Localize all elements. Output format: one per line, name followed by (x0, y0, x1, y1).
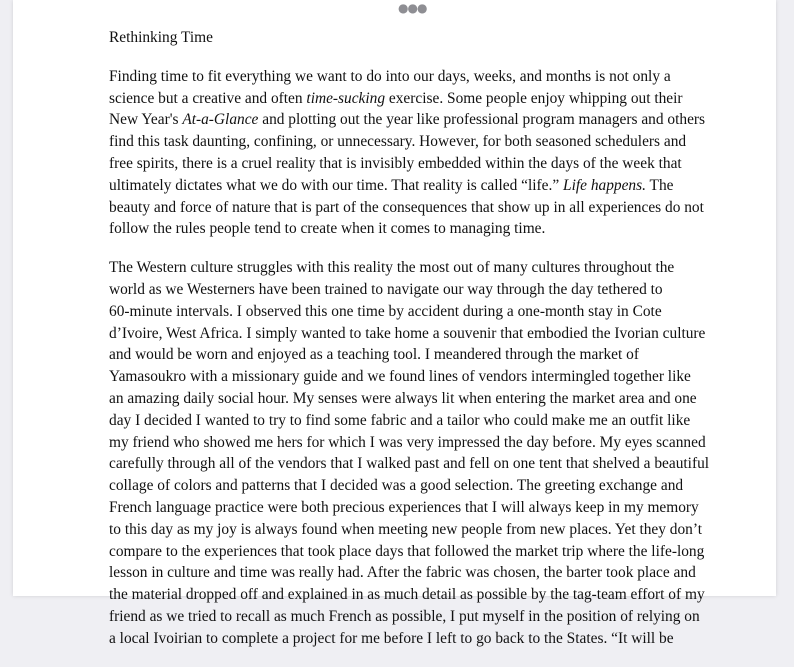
text-segment: science but a creative and often (109, 89, 307, 107)
text-line: the material dropped off and explained in as much detail as possible by the tag-team effort of my (109, 586, 705, 604)
text-line (109, 88, 709, 110)
text-line: my friend who showed me hers for which I was very impressed the day before. My eyes scanned (109, 433, 706, 451)
italic-text: time-sucking (306, 89, 386, 107)
paragraph (109, 257, 709, 649)
text-line: carefully through all of the vendors that I walked past and fell on one tent that shelved a beautiful (109, 455, 710, 473)
text-line: collage of colors and patterns that I decided was a good selection. The greeting exchange and (109, 477, 684, 495)
text-segment: exercise. Some people enjoy whipping out their (385, 89, 683, 107)
text-line: follow the rules people tend to create when it comes to managing time. (109, 220, 546, 238)
text-line: Yamasoukro with a missionary guide and we found lines of vendors intermingled together like (109, 368, 691, 386)
text-line (109, 109, 709, 131)
text-line: compare to the experiences that took place days that followed the market trip where the life-long (109, 542, 705, 560)
text-line: French language practice were both precious experiences that I will always keep in my memory (109, 498, 699, 516)
document-title: Rethinking Time (109, 29, 213, 46)
text-segment: New Year's (109, 111, 183, 129)
text-line (109, 175, 709, 197)
text-line: lesson in culture and time was really had. After the fabric was chosen, the barter took place and (109, 564, 696, 582)
text-line: and would be worn and enjoyed as a teaching tool. I meandered through the market of (109, 346, 639, 364)
text-line: d’Ivoire, West Africa. I simply wanted to take home a souvenir that embodied the Ivorian culture (109, 324, 706, 342)
italic-text: At-a-Glance (182, 111, 259, 129)
text-line: Finding time to fit everything we want to do into our days, weeks, and months is not only a (109, 67, 671, 85)
text-line: beauty and force of nature that is part of the consequences that show up in all experiences do not (109, 198, 704, 216)
text-line: a local Ivoirian to complete a project for me before I left to go back to the States. “It will be (109, 629, 674, 647)
text-segment: ultimately dictates what we do with our time. That reality is called “life.” (109, 176, 564, 194)
text-line: 60-minute intervals. I observed this one time by accident during a one-month stay in Cote (109, 302, 662, 320)
text-line: The Western culture struggles with this reality the most out of many cultures throughout the (109, 259, 675, 277)
text-line: world as we Westerners have been trained to navigate our way through the day tethered to (109, 280, 663, 298)
text-line: find this task daunting, confining, or unnecessary. However, for both seasoned schedulers and (109, 133, 687, 151)
text-line: to this day as my joy is always found when meeting new people from new places. Yet they don’t (109, 520, 703, 538)
text-line: friend as we tried to recall as much French as possible, I put myself in the position of relying on (109, 607, 700, 625)
document-content[interactable] (109, 27, 709, 667)
more-options-handle-icon[interactable]: ●●● (398, 1, 427, 15)
italic-text: Life happens. (563, 176, 646, 194)
document-page (13, 0, 776, 647)
paragraph (109, 66, 709, 240)
text-segment: The (645, 176, 674, 194)
text-segment: and plotting out the year like professional program managers and others (258, 111, 706, 129)
text-line: an amazing daily social hour. My senses were always lit when entering the market area and one (109, 389, 697, 407)
text-line: day I decided I wanted to try to find some fabric and a tailor who could make me an outfit like (109, 411, 691, 429)
text-line: free spirits, there is a cruel reality that is invisibly embedded within the days of the week that (109, 154, 682, 172)
